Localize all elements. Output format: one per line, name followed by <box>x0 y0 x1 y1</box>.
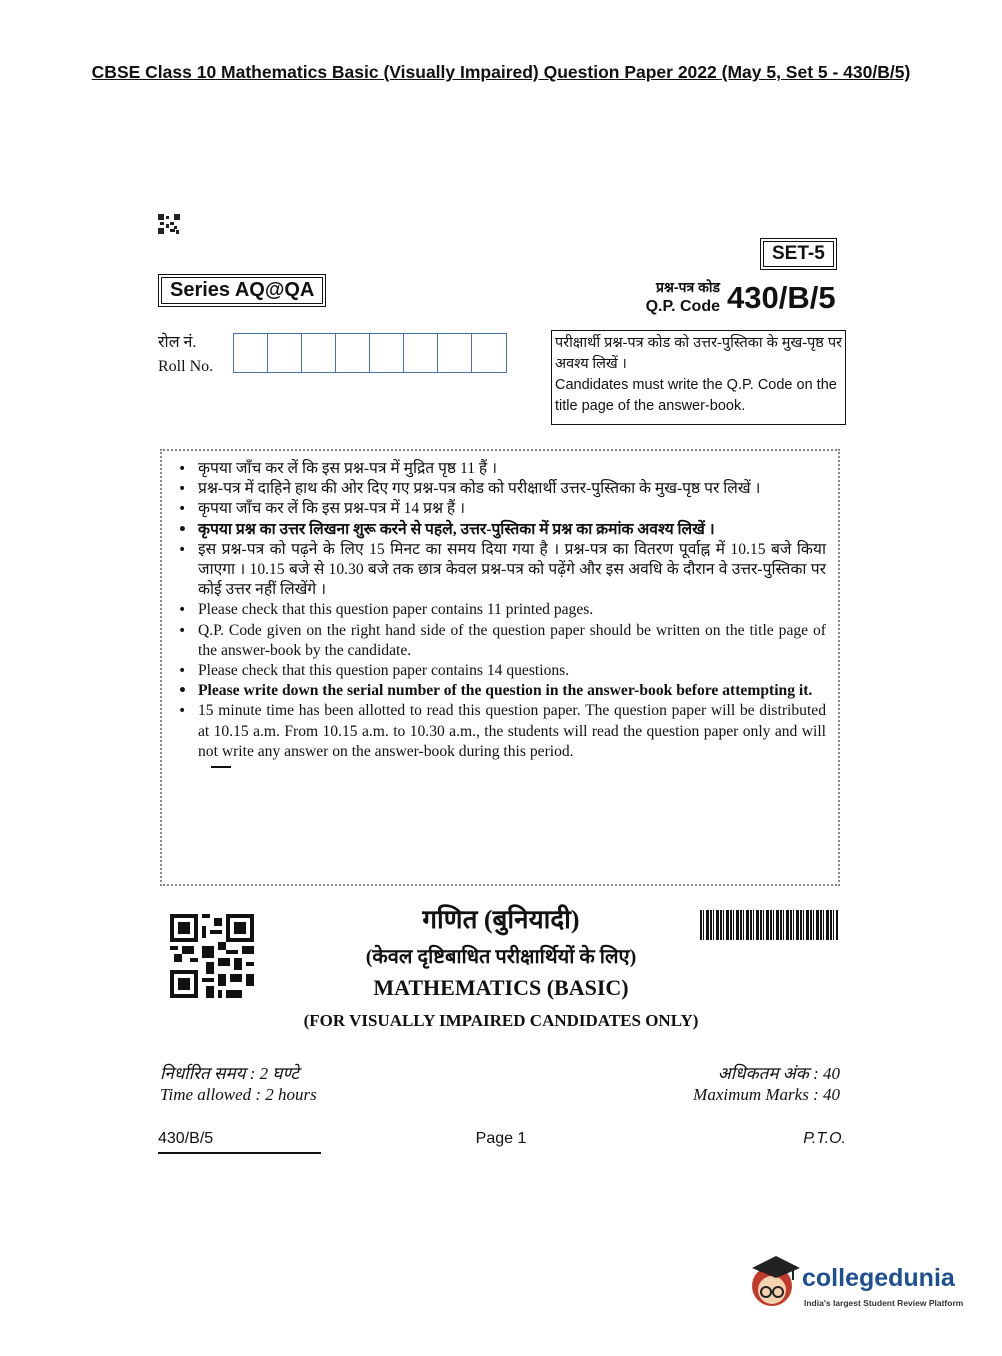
brand-tagline: India's largest Student Review Platform <box>804 1298 964 1308</box>
subject-subtitle-hindi: (केवल दृष्टिबाधित परीक्षार्थियों के लिए) <box>365 946 637 968</box>
roll-label-hindi: रोल नं. <box>158 334 197 351</box>
mascot-icon <box>742 1250 804 1312</box>
qp-code-label <box>620 279 720 315</box>
qp-code-label-english: Q.P. Code <box>645 298 720 315</box>
small-qr-icon <box>158 214 180 234</box>
instruction-item: • Please check that this question paper contains 11 printed pages. <box>174 600 826 620</box>
roll-number-boxes[interactable] <box>233 333 507 373</box>
instruction-item: • कृपया प्रश्न का उत्तर लिखना शुरू करने से पहले, उत्तर-पुस्तिका में प्रश्न का क्रमांक अवश्य लिखें । <box>174 520 826 540</box>
qp-code-value: 430/B/5 <box>727 280 836 315</box>
instruction-item: • Please check that this question paper contains 14 questions. <box>174 661 826 681</box>
roll-box[interactable] <box>268 334 302 372</box>
collegedunia-logo <box>742 1250 972 1320</box>
instruction-item: • Q.P. Code given on the right hand side of the question paper should be written on the title page of the answer-book by the candidate. <box>174 621 826 661</box>
set-label: SET-5 <box>763 241 834 267</box>
roll-box[interactable] <box>370 334 404 372</box>
instruction-item: • प्रश्न-पत्र में दाहिने हाथ की ओर दिए गए प्रश्न-पत्र कोड को परीक्षार्थी उत्तर-पुस्तिका के मुख-पृष्ठ पर लिखें । <box>174 479 826 499</box>
roll-box[interactable] <box>472 334 506 372</box>
instruction-item: • 15 minute time has been allotted to read this question paper. The question paper will be distributed at 10.15 a.m. From 10.15 a.m. to 10.30 a.m., the students will read the question paper only and will not write any answer on the answer-book during this period. <box>174 701 826 762</box>
time-allowed-english: Time allowed : 2 hours <box>160 1085 317 1104</box>
instruction-item: • कृपया जाँच कर लें कि इस प्रश्न-पत्र में 14 प्रश्न हैं । <box>174 499 826 519</box>
document-title: CBSE Class 10 Mathematics Basic (Visually Impaired) Question Paper 2022 (May 5, Set 5 - 430/B/5) <box>91 62 911 82</box>
instructions-end-rule <box>211 766 231 768</box>
roll-label-english: Roll No. <box>158 358 214 375</box>
page-number: Page 1 <box>475 1130 527 1147</box>
roll-box[interactable] <box>302 334 336 372</box>
footer-rule <box>158 1152 321 1154</box>
roll-box[interactable] <box>438 334 472 372</box>
instruction-item: • Please write down the serial number of the question in the answer-book before attempting it. <box>174 681 826 701</box>
footer-code: 430/B/5 <box>158 1130 214 1147</box>
brand-name: collegedunia <box>802 1264 955 1292</box>
instruction-item: • इस प्रश्न-पत्र को पढ़ने के लिए 15 मिनट का समय दिया गया है । प्रश्न-पत्र का वितरण पूर्वाह्न में 10.15 बजे किया जाएगा । 10.15 बजे से 10.30 बजे तक छात्र केवल प्रश्न-पत्र को पढ़ेंगे और इस अवधि के दौरान वे उत्तर-पुस्तिका पर कोई उत्तर नहीं लिखेंगे । <box>174 540 826 601</box>
roll-box[interactable] <box>234 334 268 372</box>
subject-subtitle-english: (FOR VISUALLY IMPAIRED CANDIDATES ONLY) <box>303 1011 699 1030</box>
qp-note-english: Candidates must write the Q.P. Code on the title page of the answer-book. <box>555 377 837 414</box>
roll-box[interactable] <box>336 334 370 372</box>
instruction-item: • कृपया जाँच कर लें कि इस प्रश्न-पत्र में मुद्रित पृष्ठ 11 हैं । <box>174 459 826 479</box>
qp-code-label-hindi: प्रश्न-पत्र कोड <box>656 279 720 295</box>
qp-code-note-box <box>551 330 846 425</box>
subject-title-hindi: गणित (बुनियादी) <box>422 905 580 934</box>
pto-label: P.T.O. <box>803 1130 846 1147</box>
max-marks-english: Maximum Marks : 40 <box>693 1085 840 1104</box>
roll-number-label <box>158 331 213 379</box>
max-marks-hindi: अधिकतम अंक : 40 <box>717 1064 840 1083</box>
general-instructions-box <box>160 449 840 886</box>
time-allowed-hindi: निर्धारित समय : 2 घण्टे <box>160 1064 299 1083</box>
qp-note-hindi: परीक्षार्थी प्रश्न-पत्र कोड को उत्तर-पुस्तिका के मुख-पृष्ठ पर अवश्य लिखें । <box>555 335 842 372</box>
series-label: Series AQ@QA <box>161 277 323 304</box>
subject-title-english: MATHEMATICS (BASIC) <box>373 975 629 1000</box>
roll-box[interactable] <box>404 334 438 372</box>
